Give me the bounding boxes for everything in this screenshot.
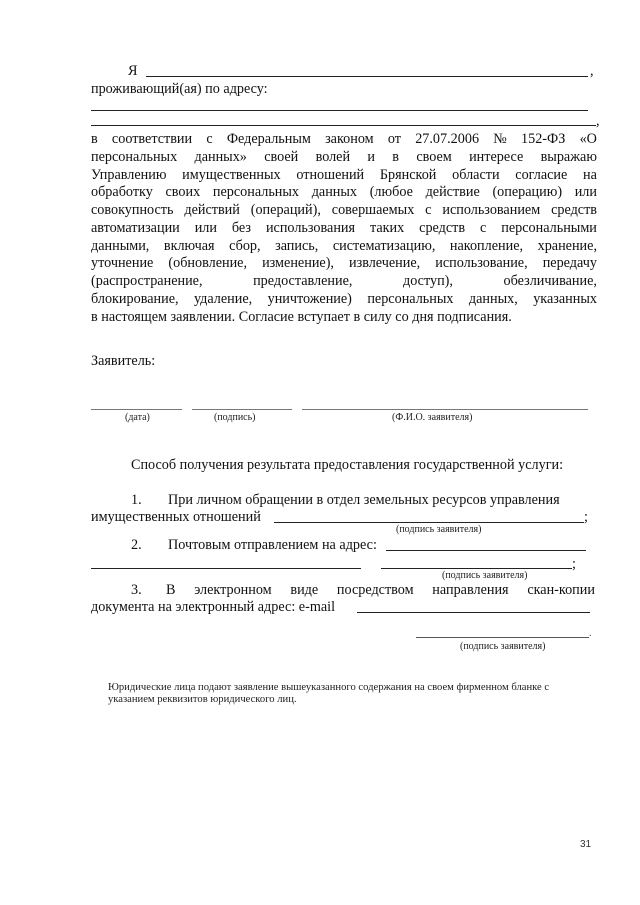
consent-word: и (367, 148, 375, 165)
method-1-number: 1. (131, 492, 142, 508)
consent-word: удаление, (193, 290, 253, 307)
name-field-line[interactable] (146, 76, 588, 77)
method-3-word: посредством (336, 582, 414, 598)
consent-line (91, 273, 597, 291)
consent-word: отношений (296, 166, 365, 183)
consent-word: Управлению (91, 166, 167, 183)
consent-word: в (392, 148, 399, 165)
consent-word: блокирование, (91, 290, 179, 307)
comma: , (590, 63, 594, 79)
consent-word: законом (325, 131, 374, 147)
consent-word: (распространение, (91, 273, 203, 289)
consent-word: 27.07.2006 (415, 131, 480, 147)
consent-word: уничтожение) (267, 290, 352, 307)
consent-word: области (452, 166, 500, 183)
consent-word: «О (579, 131, 597, 147)
method-3-word: электронном (194, 582, 272, 598)
consent-word: выражаю (540, 148, 597, 165)
consent-word: интересе (469, 148, 524, 165)
consent-word: от (387, 131, 401, 147)
method-3-line-1 (131, 581, 595, 599)
comma: , (596, 113, 600, 129)
consent-word: своих (165, 184, 201, 201)
method-3-signature-line[interactable] (416, 637, 589, 638)
consent-word: данных» (194, 148, 247, 165)
consent-word: (обновление, (168, 255, 248, 272)
consent-word: без (231, 219, 252, 236)
applicant-label: Заявитель: (91, 353, 156, 369)
consent-word: персональных (91, 148, 178, 165)
consent-word: систематизацию, (332, 237, 436, 254)
consent-word: сбор, (229, 237, 261, 254)
consent-word: или (194, 219, 217, 236)
consent-line (91, 167, 597, 185)
consent-word: использованием (442, 202, 541, 218)
address-field-line-2[interactable] (91, 125, 596, 126)
method-3-caption: (подпись заявителя) (460, 641, 546, 652)
consent-word: или (574, 184, 597, 201)
signature-caption: (подпись) (214, 412, 256, 423)
consent-word: данных (311, 184, 358, 201)
consent-word: с (425, 202, 432, 218)
semicolon: ; (572, 556, 576, 572)
consent-line (91, 255, 597, 273)
method-2-caption: (подпись заявителя) (442, 570, 528, 581)
footnote-line-2: указанием реквизитов юридического лиц. (108, 694, 297, 705)
consent-word: указанных (533, 290, 597, 307)
consent-word: своей (264, 148, 299, 165)
consent-word: (операцию) (492, 184, 563, 201)
address-field-line-1[interactable] (91, 110, 588, 111)
method-2-number: 2. (131, 537, 142, 553)
date-caption: (дата) (125, 412, 150, 423)
method-2-signature-line[interactable] (381, 568, 572, 569)
consent-word: № (493, 131, 507, 147)
method-3-word: направления (432, 582, 509, 598)
consent-word: Брянской (379, 166, 437, 183)
consent-word: доступ), (403, 273, 453, 289)
consent-word: обработку (91, 184, 153, 201)
method-3-text (166, 581, 595, 599)
method-1-text-2: имущественных отношений (91, 509, 261, 525)
consent-word: персональными (501, 219, 597, 236)
consent-line (91, 184, 597, 202)
consent-word: хранение, (537, 237, 597, 254)
date-field-line[interactable] (91, 409, 182, 410)
fio-caption: (Ф.И.О. заявителя) (392, 412, 473, 423)
method-1-caption: (подпись заявителя) (396, 524, 482, 535)
consent-word: действий (184, 202, 240, 218)
consent-word: данных, (468, 290, 518, 307)
consent-line (91, 202, 597, 220)
consent-word: совокупность (91, 202, 174, 218)
consent-word: с (206, 131, 213, 147)
consent-word: с (480, 219, 487, 236)
signature-field-line[interactable] (192, 409, 292, 410)
consent-word: запись, (275, 237, 319, 254)
consent-word: накопление, (449, 237, 524, 254)
consent-word: обезличивание, (503, 273, 597, 289)
period: . (589, 628, 592, 639)
consent-line (91, 238, 597, 256)
consent-word: 152-ФЗ (521, 131, 566, 147)
method-3-word: виде (290, 582, 319, 598)
consent-word: совершаемых (331, 202, 415, 218)
consent-word: согласие (515, 166, 568, 183)
consent-word: использование, (435, 255, 528, 272)
consent-word: автоматизации (91, 219, 180, 236)
consent-word: извлечение, (349, 255, 421, 272)
method-title: Способ получения результата предоставления государственной услуги: (131, 457, 564, 473)
method-3-number: 3. (131, 582, 142, 598)
consent-word: соответствии (111, 131, 193, 147)
consent-word: персональных (212, 184, 300, 201)
consent-last-line: в настоящем заявлении. Согласие вступает в силу со дня подписания. (91, 308, 512, 325)
consent-word: в (91, 131, 98, 147)
email-field-line[interactable] (357, 612, 590, 613)
consent-word: имущественных (182, 166, 281, 183)
consent-word: изменение), (262, 255, 334, 272)
postal-address-line-1[interactable] (386, 550, 586, 551)
method-3-word: скан-копии (527, 582, 595, 598)
consent-word: Федеральным (226, 131, 311, 147)
method-1-text: При личном обращении в отдел земельных ресурсов управления (168, 492, 560, 508)
consent-word: на (583, 166, 597, 183)
consent-line (91, 131, 597, 149)
postal-address-line-2[interactable] (91, 568, 361, 569)
consent-word: волей (315, 148, 351, 165)
consent-word: (операций), (250, 202, 321, 218)
consent-word: средств (419, 219, 466, 236)
footnote-line-1: Юридические лица подают заявление вышеуказанного содержания на своем фирменном бланке с (108, 682, 550, 693)
consent-word: уточнение (91, 255, 154, 272)
consent-word: таких (369, 219, 405, 236)
method-1-signature-line[interactable] (274, 522, 584, 523)
consent-word: средств (551, 202, 597, 218)
consent-word: своем (416, 148, 452, 165)
method-3-text-2: документа на электронный адрес: e-mail (91, 599, 336, 615)
consent-word: включая (163, 237, 215, 254)
address-label: проживающий(ая) по адресу: (91, 81, 268, 97)
page-number: 31 (580, 839, 592, 850)
consent-word: использования (265, 219, 356, 236)
consent-word: (любое (369, 184, 413, 201)
semicolon: ; (584, 509, 588, 525)
consent-word: персональных (367, 290, 454, 307)
consent-word: передачу (542, 255, 597, 272)
consent-word: действие (425, 184, 480, 201)
consent-word: данными, (91, 237, 150, 254)
ya-label: Я (128, 63, 138, 79)
fio-field-line[interactable] (302, 409, 588, 410)
consent-line (91, 291, 597, 309)
consent-line (91, 149, 597, 167)
method-2-text: Почтовым отправлением на адрес: (168, 537, 377, 553)
consent-word: предоставление, (253, 273, 353, 289)
method-3-word: В (166, 582, 176, 598)
consent-line (91, 220, 597, 238)
consent-paragraph (91, 131, 597, 326)
